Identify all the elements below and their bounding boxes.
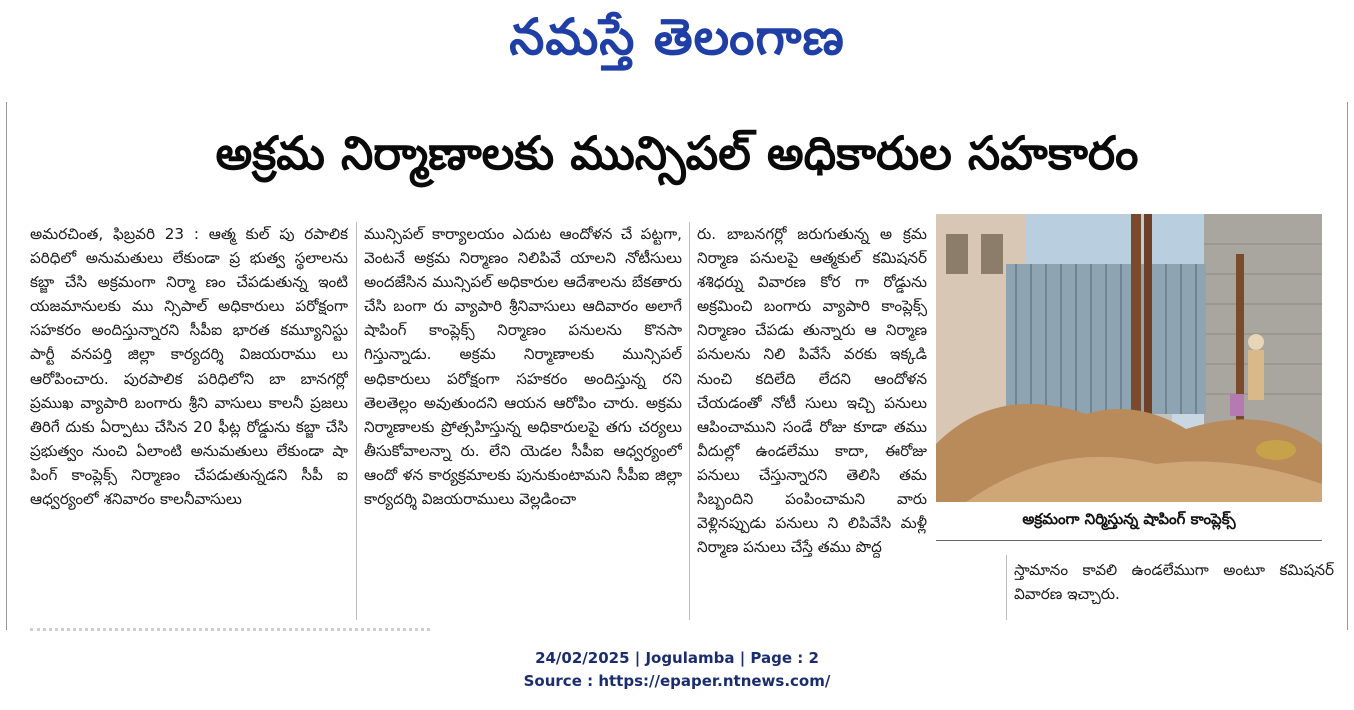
caption-underline [936,540,1322,541]
article-column-1 [30,222,348,622]
masthead-logo: నమస్తే తెలంగాణ [509,8,845,66]
article-column-2 [364,222,682,622]
bottom-divider [30,628,430,631]
column-3-text: రు. బాబనగర్లో జరుగుతున్న అ క్రమ నిర్మాణ పనులపై ఆత్మకుల్ కమిషనర్ శశిధర్ను వివారణ కోర గా రోడ్డును అక్రమించి బంగారు వ్యాపారి కాంప్లెక్స్ నిర్మాణం చేపడు తున్నారు ఆ నిర్మాణ పనులను నిలి పివేసే వరకు ఇక్కడి నుంచి కదిలేది లేదని ఆందోళన చేయడంతో నోటీ సులు ఇచ్చి పనులు ఆపించాముని సండే రోజు కూడా తము వీదుల్లో ఉండలేము కాదా, ఈరోజు పనులు చేస్తున్నారని తెలిసి తమ సిబ్బందిని పంపించామని వారు వెళ్లినప్పుడు పనులు ని లిపివేసి మళ్లీ నిర్మాణ పనులు చేస్తే తము పొద్ద [697,225,927,557]
footer-date-edition: 24/02/2025 | Jogulamba | Page : 2 [535,649,819,667]
column-divider [689,222,690,620]
article-column-3 [697,222,927,622]
footer-source: Source : https://epaper.ntnews.com/ [523,672,831,690]
column-divider [1006,555,1007,620]
article-column-4 [1014,558,1334,618]
frame-right-border [1347,102,1348,630]
column-1-text: అమరచింత, ఫిబ్రవరి 23 : ఆత్మ కుల్ పు రపాలిక పరిధిలో అనుమతులు లేకుండా ప్ర భుత్వ స్థలాలను కబ్జా చేసి అక్రమంగా నిర్మా ణం చేపడుతున్న ఇంటి యజమానులకు ము న్సిపాల్ అధికారులు పరోక్షంగా సహకరం అందిస్తున్నారని సీపీఐ భారత కమ్యూనిస్టు పార్టీ వనపర్తి జిల్లా కార్యదర్శి విజయరాము లు ఆరోపించారు. పురపాలిక పరిధిలోని బా బానగర్లో ప్రముఖ వ్యాపారి బంగారు శ్రీని వాసులు కాలనీ ప్రజలు తిరిగే దుకు ఏర్పాటు చేసిన 20 ఫీట్ల రోడ్డును కబ్జా చేసి ప్రభుత్వం నుంచి ఏలాంటి అనుమతులు లేకుండా షా పింగ్ కాంప్లెక్స్ నిర్మాణం చేపడుతున్నడని సీపీ ఐ ఆధ్వర్యంలో శనివారం కాలనీవాసులు [30,225,348,509]
photo-caption: అక్రమంగా నిర్మిస్తున్న షాపింగ్ కాంప్లెక్స్ [1022,510,1236,528]
construction-photo [936,214,1322,502]
frame-left-border [6,102,7,630]
article-headline: అక్రమ నిర్మాణాలకు మున్సిపల్ అధికారుల సహకారం [215,126,1139,180]
column-4-text: స్తామానం కావలి ఉండలేముగా అంటూ కమిషనర్ వివారణ ఇచ్చారు. [1014,561,1334,604]
column-2-text: మున్సిపల్ కార్యాలయం ఎదుట ఆందోళన చే పట్టగా, వెంటనే అక్రమ నిర్మాణం నిలిపివే యాలని నోటీసులు అందజేసిన మున్సిపల్ అధికారుల ఆదేశాలను బేకతారు చేసి బంగా రు వ్యాపారి శ్రీనివాసులు ఆదివారం అలాగే షాపింగ్ కాంప్లెక్స్ నిర్మాణం పనులను కొనసా గిస్తున్నాడు. అక్రమ నిర్మాణాలకు మున్సిపల్ అధికారులు పరోక్షంగా సహకరం అందిస్తున్న రని తెలతెల్లం అవుతుందని ఆయన ఆరోపిం చారు. అక్రమ నిర్మాణాలకు ప్రోత్సహిస్తున్న అధికారులపై తగు చర్యలు తీసుకోవాలన్నా రు. లేని యెడల సీపీఐ ఆధ్వర్యంలో ఆందో ళన కార్యక్రమాలకు పునుకుంటామని సీపీఐ జిల్లా కార్యదర్శి విజయరాములు వెల్లడించా [364,225,682,509]
column-divider [356,222,357,620]
